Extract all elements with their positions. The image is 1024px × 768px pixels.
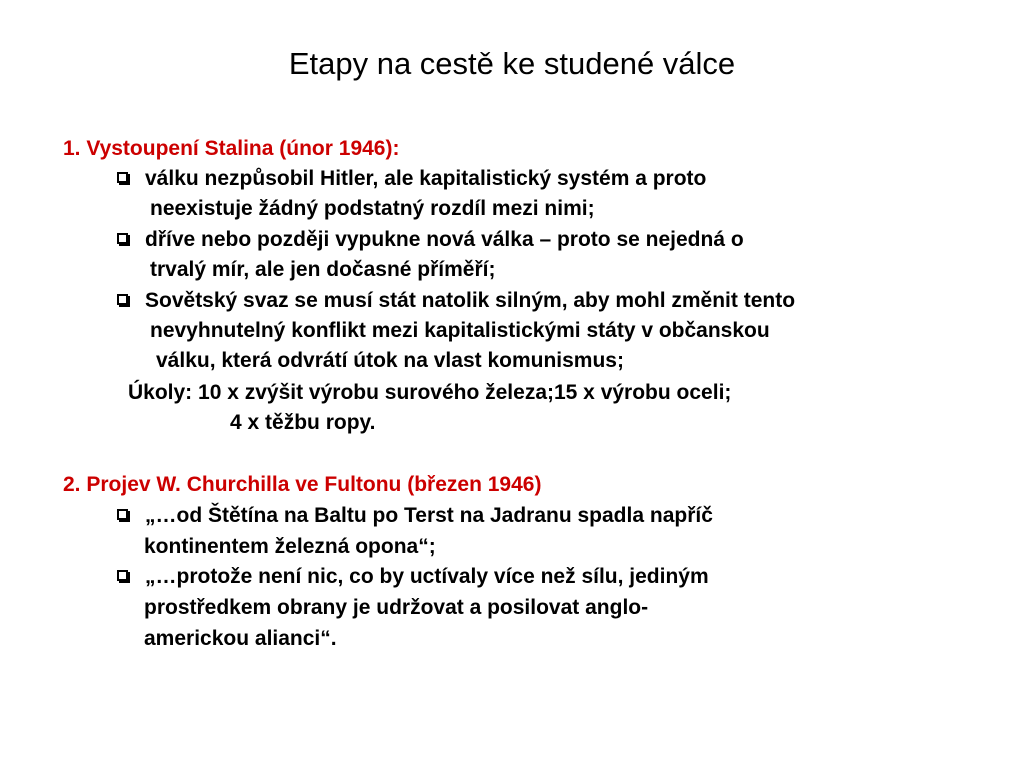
square-bullet-icon xyxy=(117,294,128,305)
section-1-bullet-3-line-2: nevyhnutelný konflikt mezi kapitalistickými státy v občanskou xyxy=(150,319,770,342)
section-1-bullet-2-line-1: dříve nebo později vypukne nová válka – proto se nejedná o xyxy=(145,228,744,251)
section-1-bullet-3-line-1: Sovětský svaz se musí stát natolik silným, aby mohl změnit tento xyxy=(145,289,796,312)
section-2-bullet-1-line-1: „…od Štětína na Baltu po Terst na Jadranu spadla napříč xyxy=(145,504,713,527)
section-2-bullet-2-line-1: „…protože není nic, co by uctívaly více než sílu, jediným xyxy=(145,565,709,588)
section-1-tasks-line-1: Úkoly: 10 x zvýšit výrobu surového železa;15 x výrobu oceli; xyxy=(128,381,732,404)
square-bullet-icon xyxy=(117,570,128,581)
section-1-bullet-1-line-2: neexistuje žádný podstatný rozdíl mezi nimi; xyxy=(150,197,595,220)
section-1-heading: 1. Vystoupení Stalina (únor 1946): xyxy=(63,137,400,160)
square-bullet-icon xyxy=(117,233,128,244)
section-1-bullet-2-line-2: trvalý mír, ale jen dočasné příměří; xyxy=(150,258,496,281)
section-2-bullet-2-line-3: americkou alianci“. xyxy=(144,627,337,650)
section-2-heading: 2. Projev W. Churchilla ve Fultonu (březen 1946) xyxy=(63,473,542,496)
slide-title: Etapy na cestě ke studené válce xyxy=(288,46,736,81)
section-2-bullet-1-line-2: kontinentem železná opona“; xyxy=(144,535,436,558)
section-2-bullet-2-line-2: prostředkem obrany je udržovat a posilovat anglo- xyxy=(144,596,649,619)
section-1-bullet-3-line-3: válku, která odvrátí útok na vlast komunismus; xyxy=(156,349,624,372)
square-bullet-icon xyxy=(117,172,128,183)
square-bullet-icon xyxy=(117,509,128,520)
section-1-tasks-line-2: 4 x těžbu ropy. xyxy=(230,411,376,434)
section-1-bullet-1-line-1: válku nezpůsobil Hitler, ale kapitalistický systém a proto xyxy=(145,167,707,190)
